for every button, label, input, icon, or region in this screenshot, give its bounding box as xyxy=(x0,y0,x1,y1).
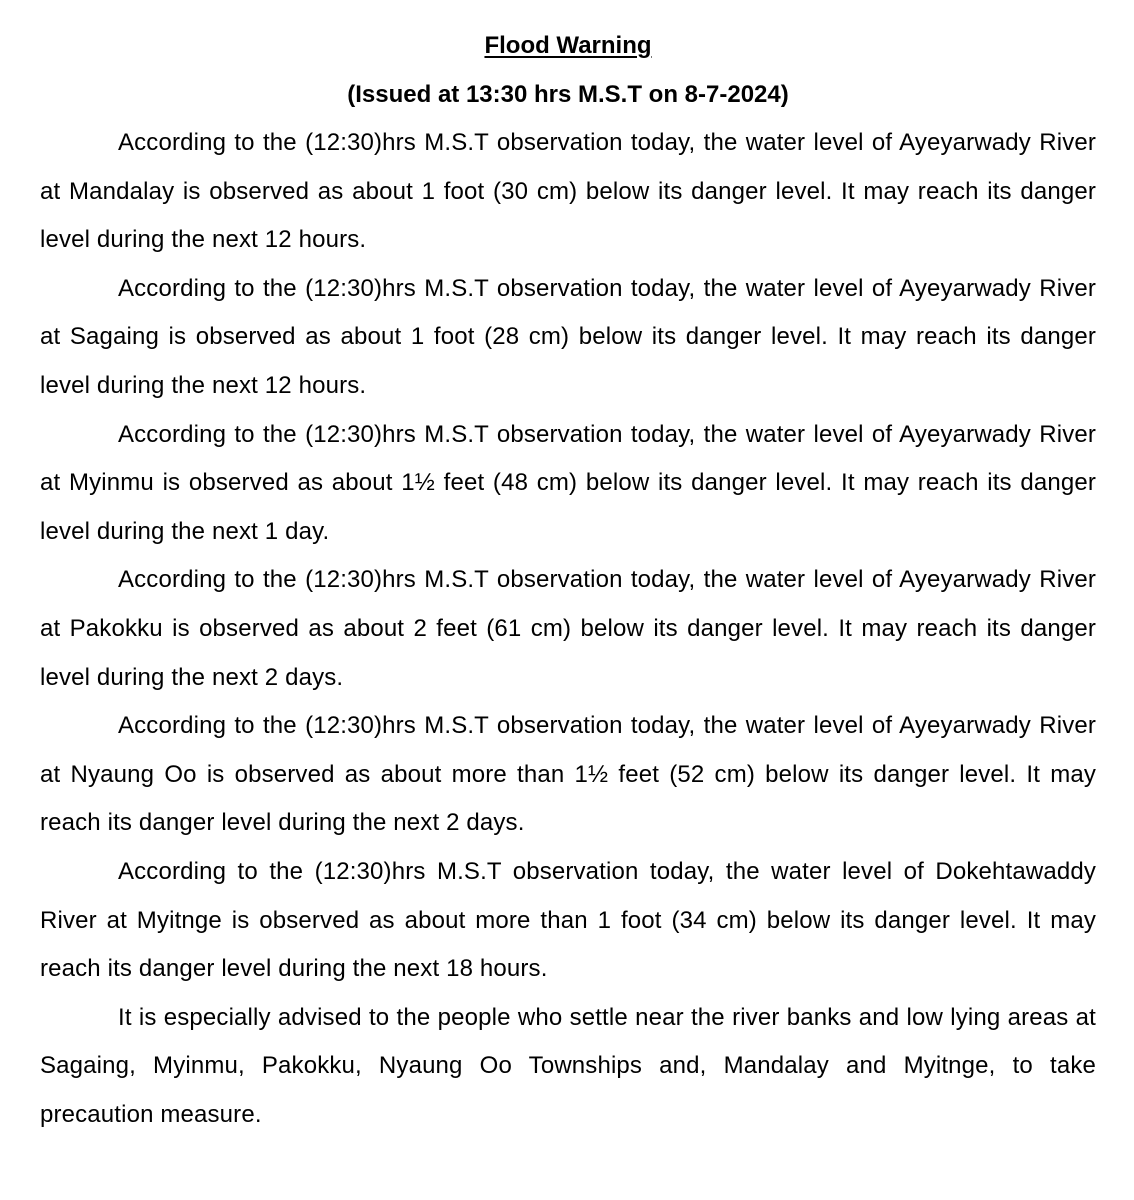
paragraph-pakokku: According to the (12:30)hrs M.S.T observation today, the water level of Ayeyarwady River at Pakokku is observed as about 2 feet (61 cm) below its danger level. It may reach its danger level during the next 2 days. xyxy=(40,566,1096,691)
paragraph-sagaing: According to the (12:30)hrs M.S.T observation today, the water level of Ayeyarwady River at Sagaing is observed as about 1 foot (28 cm) below its danger level. It may reach its danger level during the next 12 hours. xyxy=(40,274,1096,399)
document-title-text: Flood Warning xyxy=(484,32,652,59)
document-title xyxy=(40,28,1096,64)
paragraph-myitnge: According to the (12:30)hrs M.S.T observation today, the water level of Dokehtawaddy River at Myitnge is observed as about more than 1 foot (34 cm) below its danger level. It may reach its danger level during the next 18 hours. xyxy=(40,857,1096,983)
flood-warning-document xyxy=(40,28,1096,1139)
paragraph-advisory: It is especially advised to the people who settle near the river banks and low lying areas at Sagaing, Myinmu, Pakokku, Nyaung Oo Townships and, Mandalay and Myitnge, to take precaution measure. xyxy=(40,1003,1096,1128)
paragraph-myinmu: According to the (12:30)hrs M.S.T observation today, the water level of Ayeyarwady River at Myinmu is observed as about 1½ feet (48 cm) below its danger level. It may reach its danger level during the next 1 day. xyxy=(40,420,1096,545)
issued-time: (Issued at 13:30 hrs M.S.T on 8-7-2024) xyxy=(347,81,789,108)
paragraph-nyaung-oo: According to the (12:30)hrs M.S.T observation today, the water level of Ayeyarwady River at Nyaung Oo is observed as about more than 1½ feet (52 cm) below its danger level. It may reach its danger level during the next 2 days. xyxy=(40,712,1096,837)
paragraph-mandalay: According to the (12:30)hrs M.S.T observation today, the water level of Ayeyarwady River at Mandalay is observed as about 1 foot (30 cm) below its danger level. It may reach its danger level during the next 12 hours. xyxy=(40,129,1096,254)
